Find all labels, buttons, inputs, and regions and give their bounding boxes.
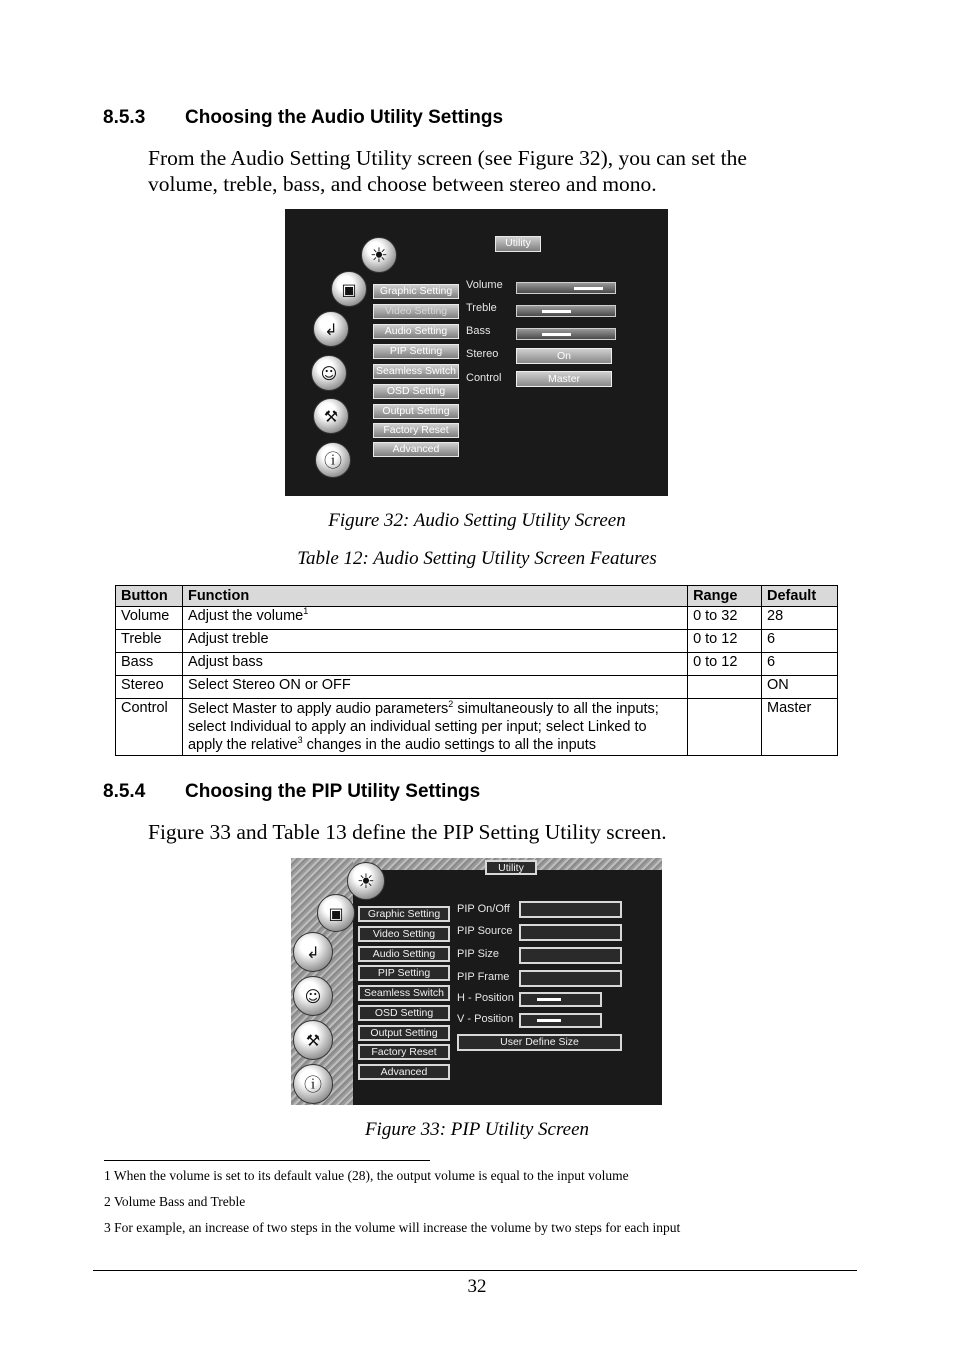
menu-graphic-setting[interactable]: Graphic Setting — [358, 906, 450, 922]
cell-range — [688, 699, 762, 756]
cell-function: Select Stereo ON or OFF — [182, 676, 687, 699]
cell-function: Adjust treble — [182, 630, 687, 653]
display-face-icon[interactable]: ☺ — [293, 976, 333, 1016]
label-pip-on-off: PIP On/Off — [457, 903, 510, 915]
label-control: Control — [466, 372, 502, 384]
menu-audio-setting[interactable]: Audio Setting — [373, 324, 459, 339]
table-12-caption: Table 12: Audio Setting Utility Screen Features — [297, 548, 657, 569]
footnote-ref: 3 — [297, 735, 303, 746]
cell-default: 6 — [762, 653, 838, 676]
table-row — [116, 676, 838, 699]
treble-slider-fill — [542, 310, 571, 313]
treble-slider[interactable] — [516, 305, 616, 317]
section-title-854: Choosing the PIP Utility Settings — [185, 781, 481, 802]
menu-advanced[interactable]: Advanced — [358, 1064, 450, 1080]
cell-range: 0 to 12 — [688, 653, 762, 676]
section-title-853: Choosing the Audio Utility Settings — [185, 107, 504, 128]
table-row — [116, 607, 838, 630]
cell-default: ON — [762, 676, 838, 699]
label-bass: Bass — [466, 325, 491, 337]
utility-title-button[interactable]: Utility — [485, 860, 537, 875]
audio-features-table — [115, 585, 838, 756]
intro-line-2: volume, treble, bass, and choose between stereo and mono. — [148, 172, 657, 196]
cell-function — [182, 699, 687, 756]
label-h-position: H - Position — [457, 992, 514, 1004]
bass-slider-fill — [542, 333, 571, 336]
table-header-row — [116, 586, 838, 607]
label-pip-frame: PIP Frame — [457, 971, 510, 983]
brightness-icon[interactable]: ☀ — [361, 237, 397, 273]
brightness-icon[interactable]: ☀ — [347, 862, 385, 900]
label-volume: Volume — [466, 279, 503, 291]
cell-default: 28 — [762, 607, 838, 630]
cell-button: Treble — [116, 630, 183, 653]
menu-osd-setting[interactable]: OSD Setting — [358, 1005, 450, 1021]
menu-graphic-setting[interactable]: Graphic Setting — [373, 284, 459, 299]
info-icon[interactable]: ⓘ — [293, 1064, 333, 1104]
menu-advanced[interactable]: Advanced — [373, 442, 459, 457]
input-icon[interactable]: ↲ — [293, 932, 333, 972]
menu-seamless-switch[interactable]: Seamless Switch — [373, 364, 459, 379]
label-v-position: V - Position — [457, 1013, 514, 1025]
volume-slider[interactable] — [516, 282, 616, 294]
menu-factory-reset[interactable]: Factory Reset — [373, 423, 459, 438]
menu-video-setting[interactable]: Video Setting — [358, 926, 450, 942]
menu-output-setting[interactable]: Output Setting — [358, 1025, 450, 1041]
figure-33-caption: Figure 33: PIP Utility Screen — [364, 1119, 590, 1140]
function-text-b: simultaneously to all the inputs; select Individual to apply an individual setting per input; select Linked to apply the relative — [187, 701, 659, 753]
menu-video-setting[interactable]: Video Setting — [373, 304, 459, 319]
stereo-value-button[interactable]: On — [516, 348, 612, 364]
label-treble: Treble — [466, 302, 497, 314]
menu-audio-setting[interactable]: Audio Setting — [358, 946, 450, 962]
table-row — [116, 653, 838, 676]
menu-factory-reset[interactable]: Factory Reset — [358, 1044, 450, 1060]
function-text: Adjust the volume — [187, 608, 304, 624]
bass-slider[interactable] — [516, 328, 616, 340]
control-value-button[interactable]: Master — [516, 371, 612, 387]
input-icon[interactable]: ↲ — [313, 311, 349, 347]
menu-pip-setting[interactable]: PIP Setting — [373, 344, 459, 359]
pip-frame-field[interactable] — [519, 970, 622, 987]
pip-size-field[interactable] — [519, 947, 622, 964]
h-position-slider-fill — [537, 998, 561, 1001]
footnote-ref: 2 — [448, 699, 454, 710]
pip-source-field[interactable] — [519, 924, 622, 941]
info-icon[interactable]: ⓘ — [315, 442, 351, 478]
tools-icon[interactable]: ⚒ — [313, 398, 349, 434]
cell-default: Master — [762, 699, 838, 756]
cell-range: 0 to 32 — [688, 607, 762, 630]
footnote-2: 2 Volume Bass and Treble — [104, 1194, 246, 1209]
display-face-icon[interactable]: ☺ — [311, 355, 347, 391]
pip-on-off-field[interactable] — [519, 901, 622, 918]
menu-output-setting[interactable]: Output Setting — [373, 404, 459, 419]
function-text-c: changes in the audio settings to all the inputs — [302, 737, 597, 753]
tools-icon[interactable]: ⚒ — [293, 1020, 333, 1060]
cell-function — [182, 607, 687, 630]
table-row — [116, 699, 838, 756]
footnote-1: 1 When the volume is set to its default value (28), the output volume is equal to the input volume — [104, 1168, 629, 1183]
figure-33-screenshot — [291, 858, 662, 1105]
header-default: Default — [762, 586, 838, 607]
h-position-slider[interactable] — [519, 992, 602, 1007]
footer-rule — [93, 1270, 857, 1271]
label-pip-size: PIP Size — [457, 948, 499, 960]
menu-osd-setting[interactable]: OSD Setting — [373, 384, 459, 399]
cell-button: Control — [116, 699, 183, 756]
label-pip-source: PIP Source — [457, 925, 513, 937]
header-function: Function — [182, 586, 687, 607]
footnote-ref: 1 — [303, 606, 309, 617]
label-stereo: Stereo — [466, 348, 499, 360]
cell-default: 6 — [762, 630, 838, 653]
volume-slider-fill — [574, 287, 603, 290]
pip-intro: Figure 33 and Table 13 define the PIP Setting Utility screen. — [148, 820, 667, 844]
monitor-icon[interactable]: ▣ — [317, 894, 355, 932]
cell-button: Stereo — [116, 676, 183, 699]
page-number: 32 — [467, 1276, 487, 1297]
v-position-slider-fill — [537, 1019, 561, 1022]
utility-title-button[interactable]: Utility — [495, 236, 541, 252]
cell-range — [688, 676, 762, 699]
header-button: Button — [116, 586, 183, 607]
figure-32-caption: Figure 32: Audio Setting Utility Screen — [328, 510, 626, 531]
figure-32-screenshot — [285, 209, 668, 496]
header-range: Range — [688, 586, 762, 607]
cell-range: 0 to 12 — [688, 630, 762, 653]
cell-button: Volume — [116, 607, 183, 630]
monitor-icon[interactable]: ▣ — [331, 271, 367, 307]
function-text-a: Select Master to apply audio parameters — [187, 701, 449, 717]
menu-seamless-switch[interactable]: Seamless Switch — [358, 985, 450, 1001]
intro-line-1: From the Audio Setting Utility screen (see Figure 32), you can set the — [148, 146, 747, 170]
section-number-854: 8.5.4 — [103, 781, 146, 802]
cell-function: Adjust bass — [182, 653, 687, 676]
footnote-separator — [104, 1160, 430, 1161]
cell-button: Bass — [116, 653, 183, 676]
section-number-853: 8.5.3 — [103, 107, 146, 128]
footnote-3: 3 For example, an increase of two steps in the volume will increase the volume by two steps for each input — [104, 1220, 681, 1235]
v-position-slider[interactable] — [519, 1013, 602, 1028]
table-row — [116, 630, 838, 653]
user-define-size-button[interactable]: User Define Size — [457, 1034, 622, 1051]
menu-pip-setting[interactable]: PIP Setting — [358, 965, 450, 981]
